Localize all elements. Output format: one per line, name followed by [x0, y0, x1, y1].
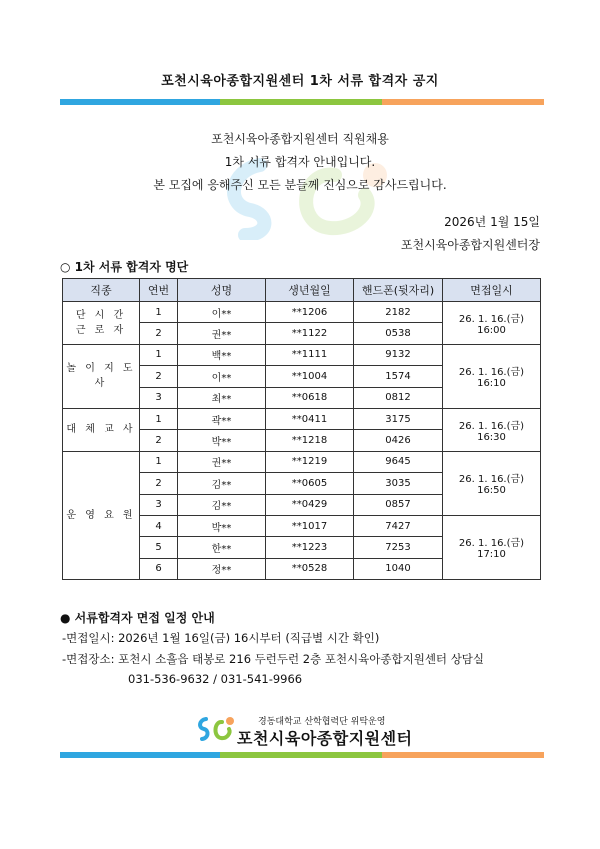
table-row — [63, 302, 541, 323]
interview-date: 26. 1. 16.(금) — [458, 538, 525, 550]
cell-phone: 3035 — [354, 473, 443, 494]
cell-number: 5 — [140, 537, 178, 558]
cell-name: 김** — [178, 473, 266, 494]
cell-name: 이** — [178, 366, 266, 387]
cell-name: 이** — [178, 302, 266, 323]
interview-date: 26. 1. 16.(금) — [458, 313, 525, 325]
interview-time: 16:50 — [477, 485, 506, 497]
interview-cell — [443, 302, 541, 345]
cell-number: 4 — [140, 515, 178, 536]
cell-number: 6 — [140, 558, 178, 579]
roster-heading: ○ 1차 서류 합격자 명단 — [60, 260, 189, 274]
cell-phone: 0857 — [354, 494, 443, 515]
cell-number: 1 — [140, 408, 178, 429]
cell-birth: **0618 — [266, 387, 354, 408]
header-number: 연번 — [140, 279, 178, 302]
cell-birth: **1218 — [266, 430, 354, 451]
bottom-color-bar-orange — [382, 752, 544, 758]
top-color-bar-blue — [60, 99, 220, 105]
interview-time: 16:10 — [477, 378, 506, 390]
header-interview: 면접일시 — [443, 279, 541, 302]
header-name: 성명 — [178, 279, 266, 302]
cell-birth: **1017 — [266, 515, 354, 536]
cell-phone: 7427 — [354, 515, 443, 536]
cell-number: 2 — [140, 473, 178, 494]
page-title: 포천시육아종합지원센터 1차 서류 합격자 공지 — [161, 74, 439, 89]
footer-center-name: 포천시육아종합지원센터 — [237, 729, 413, 748]
interview-time: 16:30 — [477, 431, 506, 443]
bottom-color-bar-green — [220, 752, 382, 758]
header-phone: 핸드폰(뒷자리) — [354, 279, 443, 302]
interview-time: 16:00 — [477, 324, 506, 336]
table-row — [63, 451, 541, 472]
signer: 포천시육아종합지원센터장 — [400, 238, 540, 252]
cell-number: 2 — [140, 430, 178, 451]
intro-line-2: 1차 서류 합격자 안내입니다. — [224, 155, 376, 169]
job-label: 단 시 간 — [75, 309, 127, 321]
top-color-bar-orange — [382, 99, 544, 105]
cell-phone: 1574 — [354, 366, 443, 387]
cell-number: 1 — [140, 451, 178, 472]
cell-phone: 0426 — [354, 430, 443, 451]
interview-time: 17:10 — [477, 549, 506, 561]
cell-phone: 0538 — [354, 323, 443, 344]
job-cell: 대 체 교 사 — [63, 408, 140, 451]
cell-number: 1 — [140, 344, 178, 365]
cell-name: 최** — [178, 387, 266, 408]
cell-birth: **0605 — [266, 473, 354, 494]
interview-heading: ● 서류합격자 면접 일정 안내 — [60, 611, 215, 625]
bottom-color-bar-blue — [60, 752, 220, 758]
table-row — [63, 408, 541, 429]
cell-name: 권** — [178, 323, 266, 344]
interview-phone-line: 031-536-9632 / 031-541-9966 — [128, 672, 303, 686]
cell-number: 3 — [140, 494, 178, 515]
header-job: 직종 — [63, 279, 140, 302]
cell-name: 백** — [178, 344, 266, 365]
cell-phone: 9132 — [354, 344, 443, 365]
cell-birth: **1219 — [266, 451, 354, 472]
job-cell: 놀 이 지 도 사 — [63, 344, 140, 408]
cell-birth: **0411 — [266, 408, 354, 429]
table-row — [63, 344, 541, 365]
cell-name: 박** — [178, 515, 266, 536]
cell-birth: **1111 — [266, 344, 354, 365]
interview-date-line: -면접일시: 2026년 1월 16일(금) 16시부터 (직급별 시간 확인) — [62, 631, 380, 645]
cell-name: 곽** — [178, 408, 266, 429]
interview-cell — [443, 344, 541, 408]
cell-birth: **0429 — [266, 494, 354, 515]
interview-cell — [443, 451, 541, 515]
cell-phone: 3175 — [354, 408, 443, 429]
interview-place-line: -면접장소: 포천시 소흘읍 태봉로 216 두런두런 2층 포천시육아종합지원센터 상담실 — [62, 652, 485, 666]
interview-date: 26. 1. 16.(금) — [458, 474, 525, 486]
footer-operator: 경동대학교 산학협력단 위탁운영 — [258, 717, 386, 727]
intro-line-3: 본 모집에 응해주신 모든 분들께 진심으로 감사드립니다. — [153, 178, 447, 192]
interview-date: 26. 1. 16.(금) — [458, 367, 525, 379]
cell-phone: 2182 — [354, 302, 443, 323]
roster-table — [62, 278, 541, 580]
job-cell — [63, 302, 140, 345]
intro-line-1: 포천시육아종합지원센터 직원채용 — [211, 132, 389, 146]
cell-name: 정** — [178, 558, 266, 579]
cell-name: 권** — [178, 451, 266, 472]
job-label: 근 로 자 — [75, 324, 127, 336]
cell-birth: **1223 — [266, 537, 354, 558]
cell-birth: **1206 — [266, 302, 354, 323]
cell-birth: **0528 — [266, 558, 354, 579]
job-cell: 운 영 요 원 — [63, 451, 140, 579]
interview-cell — [443, 515, 541, 579]
cell-number: 3 — [140, 387, 178, 408]
cell-phone: 9645 — [354, 451, 443, 472]
cell-phone: 0812 — [354, 387, 443, 408]
notice-date: 2026년 1월 15일 — [444, 215, 540, 229]
cell-name: 박** — [178, 430, 266, 451]
interview-date: 26. 1. 16.(금) — [458, 420, 525, 432]
top-color-bar-green — [220, 99, 382, 105]
cell-number: 1 — [140, 302, 178, 323]
cell-phone: 7253 — [354, 537, 443, 558]
cell-name: 김** — [178, 494, 266, 515]
table-header-row — [63, 279, 541, 302]
cell-number: 2 — [140, 323, 178, 344]
cell-birth: **1004 — [266, 366, 354, 387]
cell-phone: 1040 — [354, 558, 443, 579]
header-birth: 생년월일 — [266, 279, 354, 302]
cell-number: 2 — [140, 366, 178, 387]
center-logo-icon — [196, 714, 236, 744]
interview-cell — [443, 408, 541, 451]
cell-name: 한** — [178, 537, 266, 558]
cell-birth: **1122 — [266, 323, 354, 344]
